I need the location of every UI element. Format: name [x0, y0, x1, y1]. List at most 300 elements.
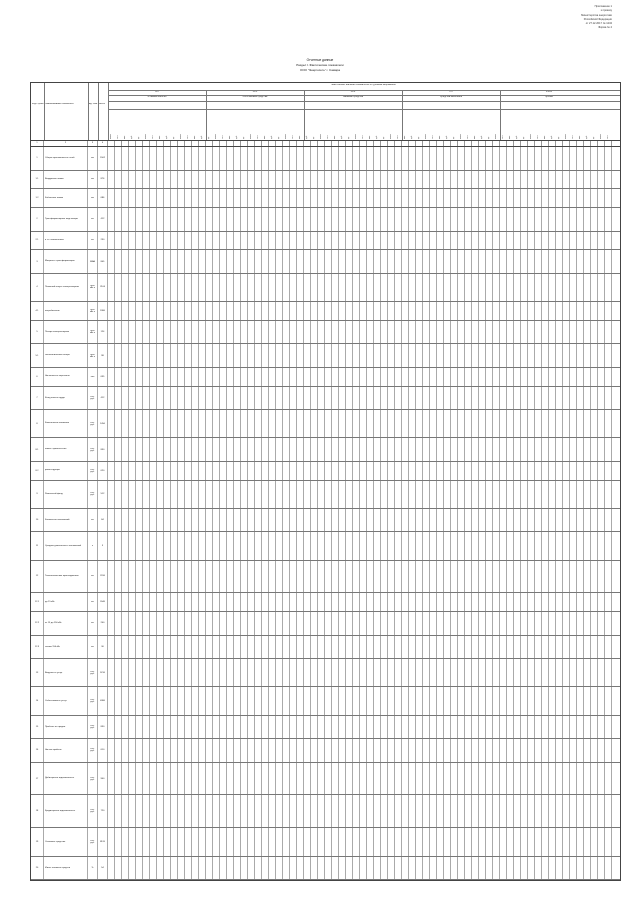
- value-cell: [178, 147, 185, 170]
- value-cell: [164, 716, 171, 739]
- column-number-cell: [402, 141, 409, 146]
- value-cell: [164, 147, 171, 170]
- value-cell: [318, 593, 325, 611]
- value-cell: [164, 321, 171, 344]
- value-cell: [402, 189, 409, 207]
- value-cell: [108, 828, 115, 855]
- column-header: [284, 113, 289, 139]
- value-cell: [598, 208, 605, 231]
- value-cell: [486, 368, 493, 386]
- row-total: 8120: [98, 828, 108, 855]
- row-total: 124: [98, 321, 108, 344]
- value-cell: [423, 410, 430, 437]
- value-cell: [339, 208, 346, 231]
- column-header-label: в т.ч.: [467, 134, 469, 139]
- value-cell: [598, 593, 605, 611]
- value-cell: [255, 189, 262, 207]
- value-cell: [598, 532, 605, 559]
- value-cell: [535, 321, 542, 344]
- value-cell: [157, 274, 164, 301]
- value-cell: [444, 274, 451, 301]
- value-cell: [220, 795, 227, 827]
- value-cell: [185, 302, 192, 320]
- value-cell: [283, 593, 290, 611]
- value-cell: [437, 828, 444, 855]
- value-cell: [234, 232, 241, 250]
- value-cell: [381, 410, 388, 437]
- value-cell: [318, 171, 325, 189]
- value-cell: [430, 612, 437, 635]
- column-number-cell: [584, 141, 591, 146]
- value-cell: [311, 612, 318, 635]
- value-cell: [255, 509, 262, 532]
- column-header: [431, 113, 436, 139]
- value-cell: [521, 250, 528, 273]
- value-cell: [451, 410, 458, 437]
- value-cell: [115, 147, 122, 170]
- value-cell: [283, 274, 290, 301]
- value-cell: [325, 532, 332, 559]
- column-header: [473, 113, 478, 139]
- value-cell: [129, 410, 136, 437]
- value-cell: [409, 636, 416, 659]
- value-cell: [178, 208, 185, 231]
- value-cell: [269, 612, 276, 635]
- value-cell: [395, 561, 402, 593]
- value-cell: [360, 687, 367, 714]
- value-cell: [115, 321, 122, 344]
- value-cell: [472, 857, 479, 880]
- value-cell: [451, 857, 458, 880]
- value-cell: [339, 612, 346, 635]
- row-unit: шт: [88, 509, 98, 532]
- column-number-cell: [465, 141, 472, 146]
- value-cell: [178, 462, 185, 480]
- value-cell: [255, 561, 262, 593]
- value-cell: [318, 189, 325, 207]
- value-cell: [220, 612, 227, 635]
- value-cell: [535, 593, 542, 611]
- value-cell: [220, 509, 227, 532]
- value-cell: [185, 368, 192, 386]
- value-cell: [605, 739, 612, 762]
- value-cell: [276, 561, 283, 593]
- value-cell: [556, 208, 563, 231]
- value-cell: [171, 763, 178, 795]
- value-cell: [367, 828, 374, 855]
- value-cell: [192, 410, 199, 437]
- column-header-label: тыс.: [229, 134, 231, 139]
- value-cell: [430, 532, 437, 559]
- value-cell: [164, 189, 171, 207]
- value-cell: [486, 532, 493, 559]
- value-cell: [430, 659, 437, 686]
- value-cell: [213, 612, 220, 635]
- value-cell: [514, 410, 521, 437]
- value-cell: [227, 636, 234, 659]
- value-cell: [451, 302, 458, 320]
- value-cell: [199, 387, 206, 410]
- value-cell: [437, 438, 444, 461]
- value-cell: [542, 250, 549, 273]
- value-cell: [563, 344, 570, 367]
- value-cell: [584, 857, 591, 880]
- value-cell: [115, 612, 122, 635]
- value-cell: [346, 171, 353, 189]
- value-cell: [605, 368, 612, 386]
- value-cell: [220, 462, 227, 480]
- value-cell: [339, 232, 346, 250]
- value-cell: [528, 659, 535, 686]
- value-cell: [591, 857, 598, 880]
- table-row: [31, 659, 620, 687]
- value-cell: [556, 509, 563, 532]
- column-header: [459, 113, 464, 139]
- value-cell: [493, 302, 500, 320]
- column-header: [193, 113, 198, 139]
- value-cell: [388, 438, 395, 461]
- row-total: 2310: [98, 561, 108, 593]
- value-cell: [507, 532, 514, 559]
- value-cell: [199, 659, 206, 686]
- value-cell: [290, 147, 297, 170]
- value-cell: [514, 481, 521, 508]
- value-cell: [115, 687, 122, 714]
- value-cell: [577, 687, 584, 714]
- value-cell: [577, 321, 584, 344]
- value-cell: [591, 147, 598, 170]
- title-line: ООО "Энергосеть" г. Самара: [300, 68, 340, 72]
- value-cell: [241, 344, 248, 367]
- value-cell: [325, 302, 332, 320]
- value-cell: [570, 344, 577, 367]
- value-cell: [346, 147, 353, 170]
- value-cell: [549, 321, 556, 344]
- value-cell: [493, 232, 500, 250]
- value-cell: [185, 189, 192, 207]
- value-cell: [346, 481, 353, 508]
- column-header: [221, 113, 226, 139]
- value-cell: [605, 232, 612, 250]
- value-cell: [388, 857, 395, 880]
- value-cell: [262, 274, 269, 301]
- value-cell: [423, 795, 430, 827]
- value-cell: [304, 321, 311, 344]
- value-cell: [248, 593, 255, 611]
- value-cell: [311, 739, 318, 762]
- value-cell: [430, 481, 437, 508]
- value-cell: [339, 250, 346, 273]
- value-cell: [318, 410, 325, 437]
- column-header-label: всего: [425, 133, 427, 139]
- value-cell: [381, 509, 388, 532]
- value-cell: [472, 462, 479, 480]
- value-cell: [311, 716, 318, 739]
- value-cell: [458, 509, 465, 532]
- value-cell: [311, 232, 318, 250]
- value-cell: [360, 321, 367, 344]
- value-cell: [563, 274, 570, 301]
- value-cell: [465, 659, 472, 686]
- value-cell: [605, 462, 612, 480]
- column-header: [375, 113, 380, 139]
- value-cell: [605, 593, 612, 611]
- value-cell: [143, 410, 150, 437]
- value-cell: [136, 171, 143, 189]
- value-cell: [605, 716, 612, 739]
- value-cell: [423, 344, 430, 367]
- column-number-cell: [290, 141, 297, 146]
- value-cell: [248, 189, 255, 207]
- value-cell: [241, 612, 248, 635]
- value-cell: [311, 147, 318, 170]
- row-total: 54: [98, 857, 108, 880]
- value-cell: [500, 509, 507, 532]
- value-cell: [262, 232, 269, 250]
- value-cell: [248, 509, 255, 532]
- value-cell: [535, 274, 542, 301]
- column-number-cell: [486, 141, 493, 146]
- value-cell: [248, 274, 255, 301]
- value-cell: [108, 593, 115, 611]
- value-cell: [297, 481, 304, 508]
- value-cell: [402, 739, 409, 762]
- column-header: [550, 113, 555, 139]
- table-row: [31, 250, 620, 274]
- value-cell: [577, 462, 584, 480]
- value-cell: [528, 612, 535, 635]
- value-cell: [549, 368, 556, 386]
- value-cell: [143, 509, 150, 532]
- value-cell: [521, 795, 528, 827]
- value-cell: [304, 593, 311, 611]
- value-cell: [381, 344, 388, 367]
- value-cell: [360, 561, 367, 593]
- value-cell: [150, 438, 157, 461]
- value-cell: [129, 532, 136, 559]
- value-cell: [430, 636, 437, 659]
- table-row: [31, 274, 620, 302]
- value-cell: [241, 716, 248, 739]
- value-cell: [472, 410, 479, 437]
- value-cell: [108, 302, 115, 320]
- column-number-cell: [122, 141, 129, 146]
- value-cell: [136, 147, 143, 170]
- value-cell: [171, 208, 178, 231]
- value-cell: [367, 147, 374, 170]
- row-code: 9: [31, 481, 44, 508]
- value-cell: [157, 387, 164, 410]
- value-cell: [395, 636, 402, 659]
- value-cell: [318, 387, 325, 410]
- value-cell: [115, 250, 122, 273]
- value-cell: [465, 739, 472, 762]
- value-cell: [150, 208, 157, 231]
- value-cell: [584, 438, 591, 461]
- value-cell: [563, 481, 570, 508]
- value-cell: [486, 659, 493, 686]
- value-cell: [192, 368, 199, 386]
- column-number-cell: [430, 141, 437, 146]
- value-cell: [486, 612, 493, 635]
- value-cell: [535, 232, 542, 250]
- value-cell: [304, 687, 311, 714]
- value-cell: [122, 171, 129, 189]
- value-cell: [465, 462, 472, 480]
- value-cell: [143, 232, 150, 250]
- value-cell: [227, 462, 234, 480]
- value-cell: [437, 368, 444, 386]
- value-cell: [500, 410, 507, 437]
- value-cell: [304, 828, 311, 855]
- value-cell: [311, 509, 318, 532]
- value-cell: [528, 509, 535, 532]
- value-cell: [493, 763, 500, 795]
- value-cell: [465, 481, 472, 508]
- value-cell: [584, 795, 591, 827]
- value-cell: [136, 636, 143, 659]
- value-cell: [521, 561, 528, 593]
- column-number-cell: [276, 141, 283, 146]
- value-cell: [353, 368, 360, 386]
- value-cell: [458, 462, 465, 480]
- column-header: [578, 113, 583, 139]
- value-cell: [584, 171, 591, 189]
- value-cell: [556, 232, 563, 250]
- value-cell: [143, 636, 150, 659]
- value-cell: [325, 659, 332, 686]
- value-cell: [360, 171, 367, 189]
- value-cell: [458, 232, 465, 250]
- value-cell: [374, 302, 381, 320]
- value-cell: [542, 208, 549, 231]
- value-cell: [318, 250, 325, 273]
- column-header: [354, 113, 359, 139]
- value-cell: [577, 593, 584, 611]
- value-cell: [521, 462, 528, 480]
- value-cell: [192, 321, 199, 344]
- value-cell: [395, 481, 402, 508]
- value-cell: [395, 593, 402, 611]
- value-cell: [542, 368, 549, 386]
- column-number-cell: [255, 141, 262, 146]
- value-cell: [458, 561, 465, 593]
- value-cell: [367, 250, 374, 273]
- row-total: 620: [98, 462, 108, 480]
- value-cell: [227, 250, 234, 273]
- value-cell: [423, 387, 430, 410]
- value-cell: [241, 659, 248, 686]
- value-cell: [493, 561, 500, 593]
- value-cell: [227, 302, 234, 320]
- value-cell: [458, 410, 465, 437]
- value-cell: [122, 593, 129, 611]
- column-header: [599, 113, 604, 139]
- column-number-cell: [136, 141, 143, 146]
- value-cell: [206, 857, 213, 880]
- value-cell: [199, 857, 206, 880]
- value-cell: [570, 147, 577, 170]
- value-cell: [108, 561, 115, 593]
- column-header-label: руб.: [131, 135, 133, 139]
- value-cell: [584, 636, 591, 659]
- value-cell: [437, 857, 444, 880]
- value-cell: [577, 147, 584, 170]
- value-cell: [171, 509, 178, 532]
- value-cell: [241, 438, 248, 461]
- row-total: 845: [98, 250, 108, 273]
- value-cell: [388, 593, 395, 611]
- value-cell: [521, 659, 528, 686]
- value-cell: [409, 250, 416, 273]
- column-header-label: руб.: [271, 135, 273, 139]
- value-cell: [248, 438, 255, 461]
- value-cell: [150, 302, 157, 320]
- value-cell: [262, 189, 269, 207]
- row-unit: млн кВт·ч: [88, 344, 98, 367]
- value-cell: [367, 795, 374, 827]
- header-divider: [108, 109, 620, 110]
- value-cell: [206, 532, 213, 559]
- value-cell: [255, 828, 262, 855]
- value-cell: [451, 636, 458, 659]
- value-cell: [605, 321, 612, 344]
- value-cell: [381, 716, 388, 739]
- value-cell: [402, 612, 409, 635]
- value-cell: [577, 659, 584, 686]
- value-cell: [360, 739, 367, 762]
- value-cell: [465, 274, 472, 301]
- value-cell: [136, 509, 143, 532]
- value-cell: [542, 232, 549, 250]
- value-cell: [500, 763, 507, 795]
- column-header-label: тыс.: [544, 134, 546, 139]
- value-cell: [150, 368, 157, 386]
- column-number: 3: [88, 141, 98, 146]
- value-cell: [234, 716, 241, 739]
- value-cell: [157, 739, 164, 762]
- column-header-label: руб.: [236, 135, 238, 139]
- value-cell: [605, 171, 612, 189]
- column-number-cell: [591, 141, 598, 146]
- value-cell: [437, 171, 444, 189]
- value-cell: [227, 410, 234, 437]
- value-cell: [276, 828, 283, 855]
- value-cell: [339, 274, 346, 301]
- value-cell: [115, 302, 122, 320]
- column-header: [340, 113, 345, 139]
- value-cell: [549, 636, 556, 659]
- value-cell: [416, 687, 423, 714]
- value-cell: [213, 828, 220, 855]
- value-cell: [472, 387, 479, 410]
- value-cell: [248, 659, 255, 686]
- value-cell: [136, 438, 143, 461]
- value-cell: [542, 189, 549, 207]
- value-cell: [381, 828, 388, 855]
- column-header: [347, 113, 352, 139]
- value-cell: [479, 636, 486, 659]
- value-cell: [542, 481, 549, 508]
- row-unit: тыс. руб.: [88, 438, 98, 461]
- value-cell: [486, 636, 493, 659]
- column-number: 4: [98, 141, 108, 146]
- value-cell: [297, 438, 304, 461]
- column-number-cell: [227, 141, 234, 146]
- value-cell: [290, 828, 297, 855]
- value-cell: [598, 232, 605, 250]
- value-cell: [157, 532, 164, 559]
